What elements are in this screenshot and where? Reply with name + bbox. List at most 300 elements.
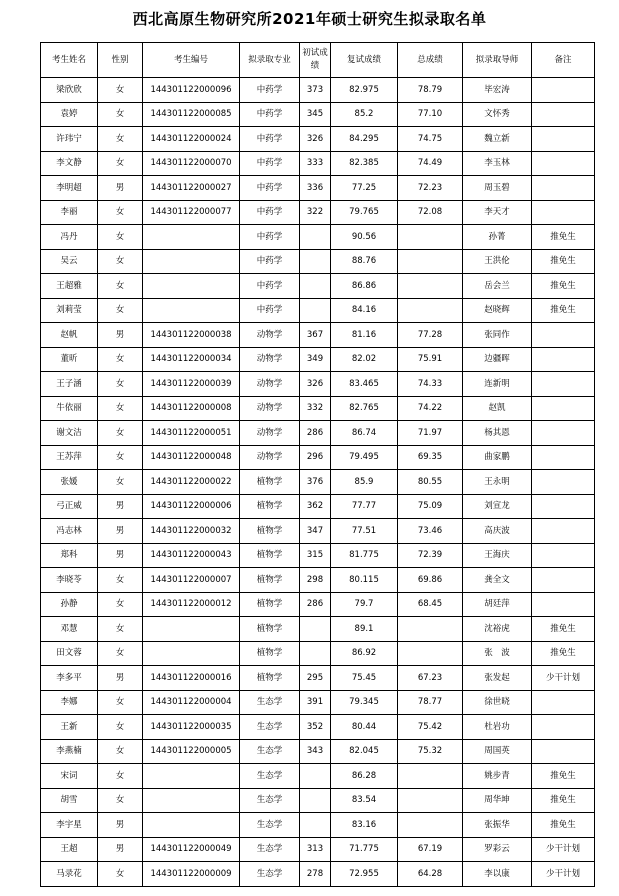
exam-id-cell: 144301122000048 xyxy=(143,445,240,470)
table-row xyxy=(41,617,595,642)
major-cell: 植物学 xyxy=(240,592,300,617)
major-cell: 生态学 xyxy=(240,837,300,862)
remark-cell: 少干计划 xyxy=(532,837,595,862)
name-cell: 邓慧 xyxy=(41,617,98,642)
advisor-cell: 周国英 xyxy=(463,739,532,764)
total-score-cell: 77.10 xyxy=(398,102,463,127)
table-row xyxy=(41,200,595,225)
total-score-cell: 74.49 xyxy=(398,151,463,176)
col-header-total-score: 总成绩 xyxy=(398,43,463,78)
name-cell: 李宇星 xyxy=(41,813,98,838)
advisor-cell: 刘宣龙 xyxy=(463,494,532,519)
total-score-cell: 72.23 xyxy=(398,176,463,201)
advisor-cell: 罗彩云 xyxy=(463,837,532,862)
remark-cell xyxy=(532,127,595,152)
table-row xyxy=(41,445,595,470)
major-cell: 植物学 xyxy=(240,494,300,519)
admission-table xyxy=(40,42,595,887)
remark-cell: 推免生 xyxy=(532,274,595,299)
major-cell: 中药学 xyxy=(240,176,300,201)
gender-cell: 女 xyxy=(98,617,143,642)
table-row xyxy=(41,372,595,397)
remark-cell: 推免生 xyxy=(532,641,595,666)
table-row xyxy=(41,568,595,593)
name-cell: 李娜 xyxy=(41,690,98,715)
name-cell: 李丽 xyxy=(41,200,98,225)
gender-cell: 女 xyxy=(98,151,143,176)
initial-score-cell: 313 xyxy=(300,837,331,862)
table-row xyxy=(41,715,595,740)
major-cell: 动物学 xyxy=(240,372,300,397)
name-cell: 梁欣欣 xyxy=(41,78,98,103)
table-body xyxy=(41,78,595,887)
initial-score-cell: 333 xyxy=(300,151,331,176)
retest-score-cell: 86.86 xyxy=(331,274,398,299)
total-score-cell: 67.19 xyxy=(398,837,463,862)
retest-score-cell: 71.775 xyxy=(331,837,398,862)
gender-cell: 女 xyxy=(98,421,143,446)
remark-cell xyxy=(532,421,595,446)
remark-cell xyxy=(532,739,595,764)
exam-id-cell xyxy=(143,274,240,299)
advisor-cell: 王洪伦 xyxy=(463,249,532,274)
exam-id-cell: 144301122000049 xyxy=(143,837,240,862)
total-score-cell xyxy=(398,617,463,642)
major-cell: 植物学 xyxy=(240,617,300,642)
total-score-cell xyxy=(398,788,463,813)
gender-cell: 女 xyxy=(98,788,143,813)
gender-cell: 男 xyxy=(98,176,143,201)
exam-id-cell: 144301122000006 xyxy=(143,494,240,519)
table-row xyxy=(41,641,595,666)
total-score-cell: 73.46 xyxy=(398,519,463,544)
name-cell: 张媛 xyxy=(41,470,98,495)
remark-cell xyxy=(532,494,595,519)
remark-cell: 推免生 xyxy=(532,617,595,642)
retest-score-cell: 81.16 xyxy=(331,323,398,348)
name-cell: 李燕楠 xyxy=(41,739,98,764)
initial-score-cell: 373 xyxy=(300,78,331,103)
remark-cell xyxy=(532,176,595,201)
exam-id-cell: 144301122000039 xyxy=(143,372,240,397)
initial-score-cell: 347 xyxy=(300,519,331,544)
total-score-cell: 77.28 xyxy=(398,323,463,348)
col-header-advisor: 拟录取导师 xyxy=(463,43,532,78)
gender-cell: 女 xyxy=(98,641,143,666)
gender-cell: 男 xyxy=(98,519,143,544)
initial-score-cell: 336 xyxy=(300,176,331,201)
exam-id-cell xyxy=(143,764,240,789)
initial-score-cell: 345 xyxy=(300,102,331,127)
total-score-cell: 74.75 xyxy=(398,127,463,152)
table-row xyxy=(41,690,595,715)
major-cell: 生态学 xyxy=(240,690,300,715)
table-row xyxy=(41,176,595,201)
table-row xyxy=(41,323,595,348)
retest-score-cell: 77.77 xyxy=(331,494,398,519)
advisor-cell: 毕宏涛 xyxy=(463,78,532,103)
name-cell: 胡雪 xyxy=(41,788,98,813)
advisor-cell: 岳会兰 xyxy=(463,274,532,299)
initial-score-cell: 286 xyxy=(300,421,331,446)
table-row xyxy=(41,837,595,862)
table-row xyxy=(41,764,595,789)
table-row xyxy=(41,470,595,495)
name-cell: 弓正威 xyxy=(41,494,98,519)
total-score-cell: 69.86 xyxy=(398,568,463,593)
advisor-cell: 张同作 xyxy=(463,323,532,348)
remark-cell xyxy=(532,715,595,740)
table-row xyxy=(41,739,595,764)
initial-score-cell: 296 xyxy=(300,445,331,470)
major-cell: 中药学 xyxy=(240,249,300,274)
major-cell: 中药学 xyxy=(240,78,300,103)
major-cell: 生态学 xyxy=(240,862,300,887)
advisor-cell: 张振华 xyxy=(463,813,532,838)
major-cell: 中药学 xyxy=(240,127,300,152)
total-score-cell: 72.39 xyxy=(398,543,463,568)
table-row xyxy=(41,788,595,813)
gender-cell: 女 xyxy=(98,690,143,715)
gender-cell: 女 xyxy=(98,78,143,103)
total-score-cell: 71.97 xyxy=(398,421,463,446)
name-cell: 许玮宁 xyxy=(41,127,98,152)
advisor-cell: 杜岩功 xyxy=(463,715,532,740)
table-row xyxy=(41,862,595,887)
exam-id-cell: 144301122000051 xyxy=(143,421,240,446)
name-cell: 王超雅 xyxy=(41,274,98,299)
advisor-cell: 姚步青 xyxy=(463,764,532,789)
remark-cell: 推免生 xyxy=(532,298,595,323)
gender-cell: 女 xyxy=(98,249,143,274)
major-cell: 生态学 xyxy=(240,739,300,764)
remark-cell: 少干计划 xyxy=(532,862,595,887)
name-cell: 李晓苓 xyxy=(41,568,98,593)
gender-cell: 女 xyxy=(98,862,143,887)
remark-cell xyxy=(532,78,595,103)
initial-score-cell: 298 xyxy=(300,568,331,593)
col-header-exam-id: 考生编号 xyxy=(143,43,240,78)
gender-cell: 女 xyxy=(98,372,143,397)
major-cell: 生态学 xyxy=(240,813,300,838)
major-cell: 生态学 xyxy=(240,715,300,740)
gender-cell: 女 xyxy=(98,225,143,250)
initial-score-cell xyxy=(300,617,331,642)
initial-score-cell: 315 xyxy=(300,543,331,568)
retest-score-cell: 85.2 xyxy=(331,102,398,127)
name-cell: 王新 xyxy=(41,715,98,740)
total-score-cell: 74.33 xyxy=(398,372,463,397)
advisor-cell: 连新明 xyxy=(463,372,532,397)
name-cell: 刘莉莹 xyxy=(41,298,98,323)
total-score-cell: 78.77 xyxy=(398,690,463,715)
gender-cell: 女 xyxy=(98,347,143,372)
name-cell: 郑科 xyxy=(41,543,98,568)
table-row xyxy=(41,78,595,103)
gender-cell: 女 xyxy=(98,102,143,127)
advisor-cell: 王永明 xyxy=(463,470,532,495)
total-score-cell: 69.35 xyxy=(398,445,463,470)
initial-score-cell xyxy=(300,788,331,813)
remark-cell: 推免生 xyxy=(532,249,595,274)
remark-cell: 推免生 xyxy=(532,764,595,789)
remark-cell xyxy=(532,592,595,617)
exam-id-cell: 144301122000012 xyxy=(143,592,240,617)
table-row xyxy=(41,102,595,127)
retest-score-cell: 79.7 xyxy=(331,592,398,617)
initial-score-cell: 349 xyxy=(300,347,331,372)
gender-cell: 男 xyxy=(98,543,143,568)
initial-score-cell: 343 xyxy=(300,739,331,764)
exam-id-cell: 144301122000004 xyxy=(143,690,240,715)
total-score-cell: 74.22 xyxy=(398,396,463,421)
name-cell: 孙静 xyxy=(41,592,98,617)
name-cell: 王子涵 xyxy=(41,372,98,397)
name-cell: 李明超 xyxy=(41,176,98,201)
col-header-major: 拟录取专业 xyxy=(240,43,300,78)
table-row xyxy=(41,421,595,446)
advisor-cell: 王海庆 xyxy=(463,543,532,568)
major-cell: 生态学 xyxy=(240,764,300,789)
retest-score-cell: 84.295 xyxy=(331,127,398,152)
initial-score-cell: 367 xyxy=(300,323,331,348)
retest-score-cell: 72.955 xyxy=(331,862,398,887)
table-row xyxy=(41,494,595,519)
major-cell: 植物学 xyxy=(240,519,300,544)
major-cell: 中药学 xyxy=(240,225,300,250)
total-score-cell: 75.91 xyxy=(398,347,463,372)
col-header-remark: 备注 xyxy=(532,43,595,78)
retest-score-cell: 83.16 xyxy=(331,813,398,838)
total-score-cell: 78.79 xyxy=(398,78,463,103)
exam-id-cell: 144301122000038 xyxy=(143,323,240,348)
retest-score-cell: 83.54 xyxy=(331,788,398,813)
remark-cell: 推免生 xyxy=(532,788,595,813)
table-row xyxy=(41,813,595,838)
table-row xyxy=(41,274,595,299)
remark-cell xyxy=(532,543,595,568)
document-title: 西北高原生物研究所2021年硕士研究生拟录取名单 xyxy=(132,10,487,28)
name-cell: 袁婷 xyxy=(41,102,98,127)
total-score-cell: 68.45 xyxy=(398,592,463,617)
gender-cell: 男 xyxy=(98,837,143,862)
name-cell: 李文静 xyxy=(41,151,98,176)
retest-score-cell: 90.56 xyxy=(331,225,398,250)
total-score-cell: 75.09 xyxy=(398,494,463,519)
name-cell: 李多平 xyxy=(41,666,98,691)
remark-cell xyxy=(532,151,595,176)
remark-cell xyxy=(532,519,595,544)
remark-cell xyxy=(532,396,595,421)
table-row xyxy=(41,298,595,323)
gender-cell: 女 xyxy=(98,396,143,421)
gender-cell: 男 xyxy=(98,666,143,691)
advisor-cell: 周华坤 xyxy=(463,788,532,813)
retest-score-cell: 86.74 xyxy=(331,421,398,446)
retest-score-cell: 79.345 xyxy=(331,690,398,715)
initial-score-cell: 326 xyxy=(300,127,331,152)
exam-id-cell: 144301122000035 xyxy=(143,715,240,740)
table-row xyxy=(41,666,595,691)
gender-cell: 男 xyxy=(98,813,143,838)
gender-cell: 女 xyxy=(98,739,143,764)
exam-id-cell: 144301122000096 xyxy=(143,78,240,103)
exam-id-cell: 144301122000008 xyxy=(143,396,240,421)
exam-id-cell xyxy=(143,617,240,642)
total-score-cell: 75.32 xyxy=(398,739,463,764)
remark-cell: 推免生 xyxy=(532,225,595,250)
gender-cell: 女 xyxy=(98,274,143,299)
table-row xyxy=(41,543,595,568)
major-cell: 中药学 xyxy=(240,102,300,127)
advisor-cell: 边疆晖 xyxy=(463,347,532,372)
name-cell: 谢文洁 xyxy=(41,421,98,446)
major-cell: 植物学 xyxy=(240,543,300,568)
name-cell: 冯丹 xyxy=(41,225,98,250)
col-header-name: 考生姓名 xyxy=(41,43,98,78)
name-cell: 赵帆 xyxy=(41,323,98,348)
remark-cell xyxy=(532,690,595,715)
table-row xyxy=(41,347,595,372)
major-cell: 动物学 xyxy=(240,323,300,348)
total-score-cell: 72.08 xyxy=(398,200,463,225)
exam-id-cell xyxy=(143,788,240,813)
major-cell: 中药学 xyxy=(240,274,300,299)
retest-score-cell: 88.76 xyxy=(331,249,398,274)
advisor-cell: 赵晓辉 xyxy=(463,298,532,323)
major-cell: 植物学 xyxy=(240,568,300,593)
gender-cell: 女 xyxy=(98,127,143,152)
major-cell: 动物学 xyxy=(240,396,300,421)
name-cell: 吴云 xyxy=(41,249,98,274)
remark-cell xyxy=(532,445,595,470)
advisor-cell: 文怀秀 xyxy=(463,102,532,127)
exam-id-cell: 144301122000027 xyxy=(143,176,240,201)
exam-id-cell xyxy=(143,249,240,274)
gender-cell: 女 xyxy=(98,568,143,593)
retest-score-cell: 82.765 xyxy=(331,396,398,421)
major-cell: 植物学 xyxy=(240,666,300,691)
table-row xyxy=(41,396,595,421)
retest-score-cell: 75.45 xyxy=(331,666,398,691)
total-score-cell: 80.55 xyxy=(398,470,463,495)
table-row xyxy=(41,249,595,274)
exam-id-cell: 144301122000009 xyxy=(143,862,240,887)
major-cell: 动物学 xyxy=(240,421,300,446)
name-cell: 宋词 xyxy=(41,764,98,789)
name-cell: 马录花 xyxy=(41,862,98,887)
exam-id-cell xyxy=(143,225,240,250)
table-row xyxy=(41,592,595,617)
initial-score-cell: 278 xyxy=(300,862,331,887)
col-header-gender: 性别 xyxy=(98,43,143,78)
total-score-cell xyxy=(398,274,463,299)
retest-score-cell: 82.02 xyxy=(331,347,398,372)
gender-cell: 女 xyxy=(98,445,143,470)
initial-score-cell: 322 xyxy=(300,200,331,225)
retest-score-cell: 77.25 xyxy=(331,176,398,201)
exam-id-cell: 144301122000043 xyxy=(143,543,240,568)
gender-cell: 女 xyxy=(98,592,143,617)
exam-id-cell: 144301122000034 xyxy=(143,347,240,372)
initial-score-cell xyxy=(300,813,331,838)
retest-score-cell: 79.765 xyxy=(331,200,398,225)
remark-cell xyxy=(532,200,595,225)
major-cell: 中药学 xyxy=(240,151,300,176)
retest-score-cell: 82.385 xyxy=(331,151,398,176)
name-cell: 王超 xyxy=(41,837,98,862)
advisor-cell: 周玉碧 xyxy=(463,176,532,201)
retest-score-cell: 82.045 xyxy=(331,739,398,764)
table-header-row xyxy=(41,43,595,78)
gender-cell: 男 xyxy=(98,494,143,519)
total-score-cell: 75.42 xyxy=(398,715,463,740)
major-cell: 中药学 xyxy=(240,298,300,323)
exam-id-cell xyxy=(143,813,240,838)
retest-score-cell: 82.975 xyxy=(331,78,398,103)
advisor-cell: 孙菁 xyxy=(463,225,532,250)
advisor-cell: 魏立新 xyxy=(463,127,532,152)
advisor-cell: 高庆波 xyxy=(463,519,532,544)
advisor-cell: 赵凯 xyxy=(463,396,532,421)
name-cell: 冯志林 xyxy=(41,519,98,544)
major-cell: 生态学 xyxy=(240,788,300,813)
initial-score-cell: 391 xyxy=(300,690,331,715)
advisor-cell: 沈裕虎 xyxy=(463,617,532,642)
total-score-cell: 67.23 xyxy=(398,666,463,691)
advisor-cell: 曲家鹏 xyxy=(463,445,532,470)
initial-score-cell xyxy=(300,249,331,274)
initial-score-cell: 286 xyxy=(300,592,331,617)
name-cell: 田文蓉 xyxy=(41,641,98,666)
retest-score-cell: 81.775 xyxy=(331,543,398,568)
retest-score-cell: 89.1 xyxy=(331,617,398,642)
exam-id-cell: 144301122000032 xyxy=(143,519,240,544)
retest-score-cell: 83.465 xyxy=(331,372,398,397)
remark-cell xyxy=(532,347,595,372)
exam-id-cell xyxy=(143,298,240,323)
initial-score-cell xyxy=(300,298,331,323)
exam-id-cell: 144301122000007 xyxy=(143,568,240,593)
initial-score-cell: 376 xyxy=(300,470,331,495)
exam-id-cell: 144301122000016 xyxy=(143,666,240,691)
total-score-cell xyxy=(398,225,463,250)
gender-cell: 女 xyxy=(98,764,143,789)
retest-score-cell: 80.115 xyxy=(331,568,398,593)
remark-cell: 推免生 xyxy=(532,813,595,838)
initial-score-cell: 362 xyxy=(300,494,331,519)
total-score-cell xyxy=(398,764,463,789)
remark-cell xyxy=(532,372,595,397)
gender-cell: 女 xyxy=(98,470,143,495)
exam-id-cell: 144301122000022 xyxy=(143,470,240,495)
name-cell: 王苏萍 xyxy=(41,445,98,470)
gender-cell: 女 xyxy=(98,200,143,225)
advisor-cell: 李天才 xyxy=(463,200,532,225)
advisor-cell: 龚全文 xyxy=(463,568,532,593)
retest-score-cell: 79.495 xyxy=(331,445,398,470)
gender-cell: 男 xyxy=(98,323,143,348)
gender-cell: 女 xyxy=(98,715,143,740)
total-score-cell: 64.28 xyxy=(398,862,463,887)
total-score-cell xyxy=(398,249,463,274)
initial-score-cell xyxy=(300,764,331,789)
retest-score-cell: 86.92 xyxy=(331,641,398,666)
advisor-cell: 李玉林 xyxy=(463,151,532,176)
initial-score-cell: 352 xyxy=(300,715,331,740)
advisor-cell: 张 波 xyxy=(463,641,532,666)
retest-score-cell: 85.9 xyxy=(331,470,398,495)
